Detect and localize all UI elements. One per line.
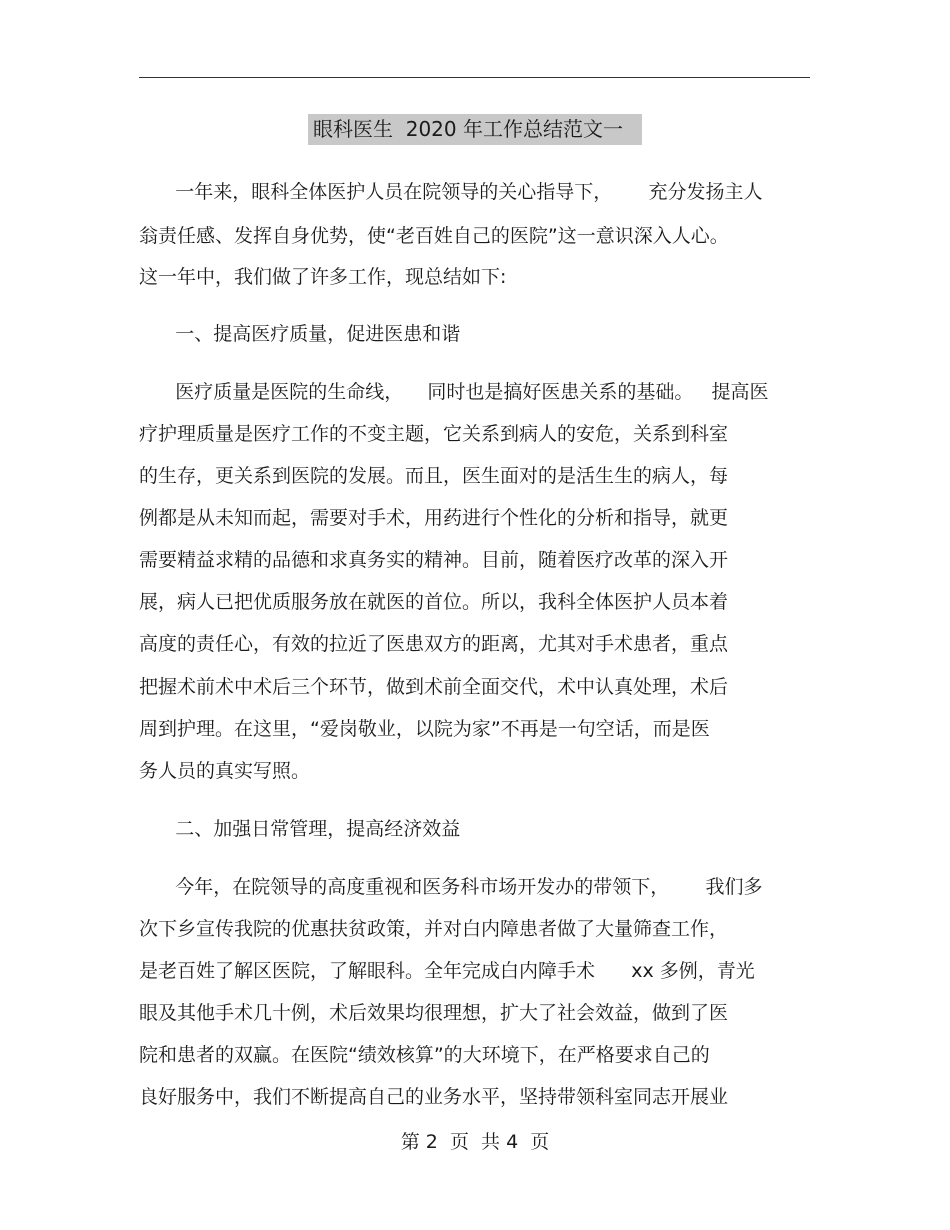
body-line: 把握术前术中术后三个环节，做到术前全面交代，术中认真处理，术后 <box>139 676 729 698</box>
body-line: 展，病人已把优质服务放在就医的首位。所以，我科全体医护人员本着 <box>139 591 729 613</box>
document-title: 眼科医生 2020 年工作总结范文一 <box>308 114 642 145</box>
title-block <box>0 114 950 145</box>
body-line: 眼及其他手术几十例，术后效果均很理想，扩大了社会效益，做到了医 <box>139 1002 729 1024</box>
body-line: 医疗质量是医院的生命线， 同时也是搞好医患关系的基础。 提高医 <box>139 381 769 403</box>
body-line: 周到护理。在这里，“爱岗敬业，以院为家”不再是一句空话，而是医 <box>139 718 710 740</box>
body-line: 良好服务中，我们不断提高自己的业务水平，坚持带领科室同志开展业 <box>139 1086 729 1108</box>
body-line: 一年来，眼科全体医护人员在院领导的关心指导下， 充分发扬主人 <box>139 181 763 203</box>
body-line: 次下乡宣传我院的优惠扶贫政策，并对白内障患者做了大量筛查工作， <box>139 918 729 940</box>
header-rule <box>139 77 810 78</box>
body-line: 例都是从未知而起，需要对手术，用药进行个性化的分析和指导，就更 <box>139 507 729 529</box>
body-line: 疗护理质量是医疗工作的不变主题，它关系到病人的安危，关系到科室 <box>139 423 729 445</box>
body-line: 的生存，更关系到医院的发展。而且，医生面对的是活生生的病人，每 <box>139 465 729 487</box>
body-line: 院和患者的双赢。在医院“绩效核算”的大环境下，在严格要求自己的 <box>139 1044 710 1066</box>
body-line: 今年，在院领导的高度重视和医务科市场开发办的带领下， 我们多 <box>139 876 763 898</box>
section-heading: 二、加强日常管理，提高经济效益 <box>139 818 461 840</box>
page-footer: 第 2 页 共 4 页 <box>400 1131 550 1153</box>
body-line: 是老百姓了解区医院，了解眼科。全年完成白内障手术 xx 多例，青光 <box>139 960 755 982</box>
body-line: 翁责任感、发挥自身优势，使“老百姓自己的医院”这一意识深入人心。 <box>139 225 729 247</box>
body-line: 这一年中，我们做了许多工作，现总结如下: <box>139 266 507 288</box>
section-heading: 一、提高医疗质量，促进医患和谐 <box>139 323 461 345</box>
body-line: 高度的责任心，有效的拉近了医患双方的距离，尤其对手术患者，重点 <box>139 633 729 655</box>
body-line: 需要精益求精的品德和求真务实的精神。目前，随着医疗改革的深入开 <box>139 549 729 571</box>
body-line: 务人员的真实写照。 <box>139 760 311 782</box>
